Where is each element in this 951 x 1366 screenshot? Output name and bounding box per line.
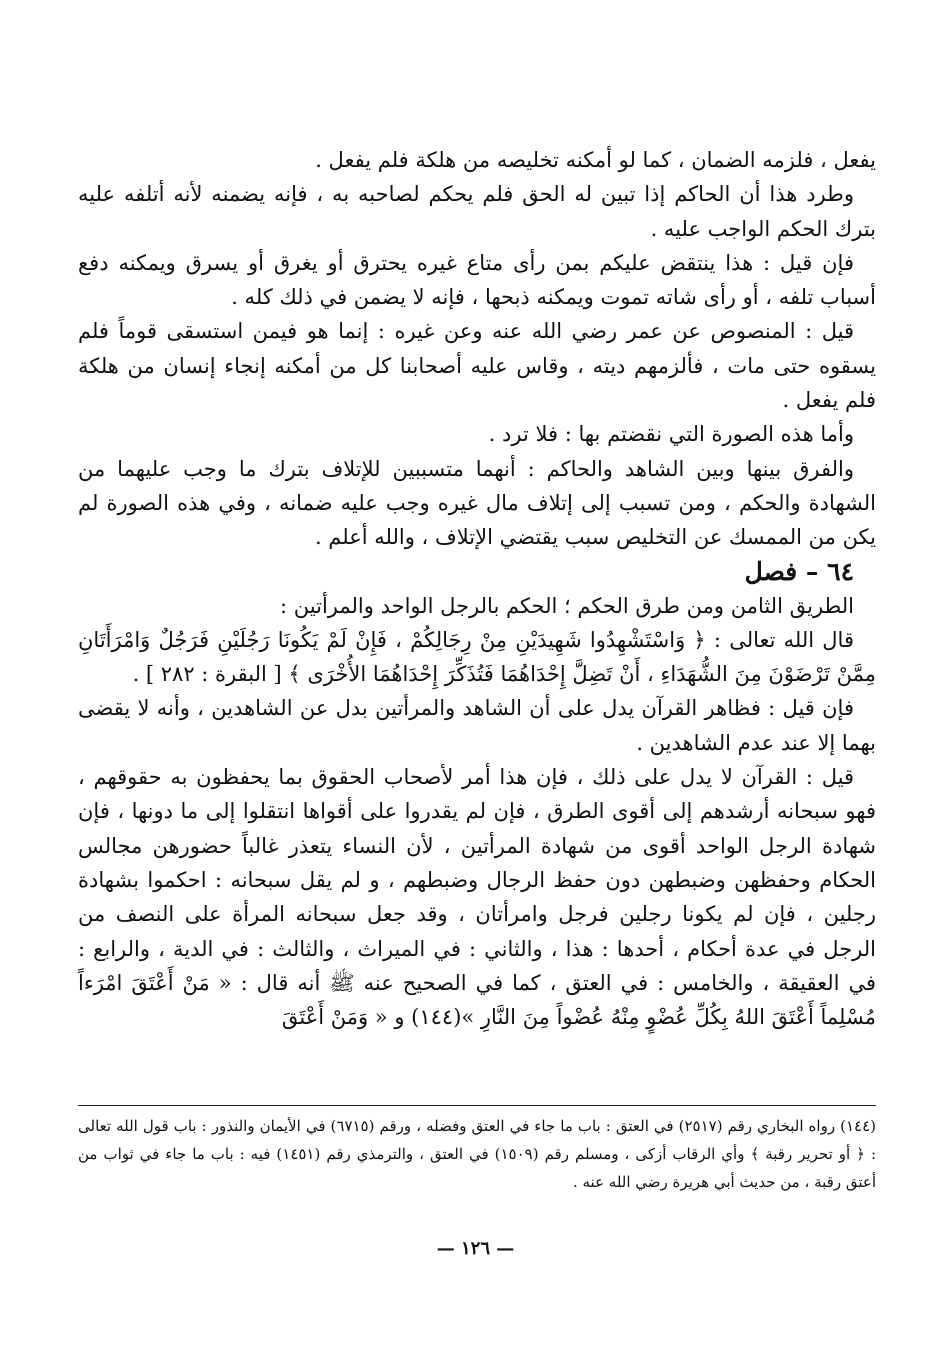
paragraph: وطرد هذا أن الحاكم إذا تبين له الحق فلم يحكم لصاحبه به ، فإنه يضمنه لأنه أتلفه عليه بترك الحكم الواجب عليه . [78, 182, 876, 241]
quran-verse-paragraph: قال الله تعالى : ﴿ وَاسْتَشْهِدُوا شَهِيدَيْنِ مِنْ رِجَالِكُمْ ، فَإِنْ لَمْ يَكُونَا رَجُلَيْنِ فَرَجُلٌ وَامْرَأَتَانِ مِمَّنْ تَرْضَوْنَ مِنَ الشُّهَدَاءِ ، أَنْ تَضِلَّ إِحْدَاهُمَا فَتُذَكِّرَ إِحْدَاهُمَا الأُخْرَى ﴾ [ البقرة : ٢٨٢ ] . [78, 627, 876, 687]
paragraph: فإن قيل : فظاهر القرآن يدل على أن الشاهد والمرأتين بدل عن الشاهدين ، وأنه لا يقضى بهما إلا عند عدم الشاهدين . [78, 696, 876, 755]
paragraph: والفرق بينها وبين الشاهد والحاكم : أنهما متسببين للإتلاف بترك ما وجب عليهما من الشهادة والحكم ، ومن تسبب إلى إتلاف مال غيره وجب عليه ضمانه ، وفي هذه الصورة لم يكن من الممسك عن التخليص سبب يقتضي الإتلاف ، والله أعلم . [78, 456, 876, 550]
paragraph: الطريق الثامن ومن طرق الحكم ؛ الحكم بالرجل الواحد والمرأتين : [280, 593, 854, 618]
page-number: — ١٢٦ — [436, 1238, 515, 1259]
footnote-divider [78, 1105, 876, 1106]
paragraph: وأما هذه الصورة التي نقضتم بها : فلا ترد . [488, 422, 854, 447]
footnotes [78, 1112, 876, 1196]
paragraph: فإن قيل : هذا ينتقض عليكم بمن رأى متاع غيره يحترق أو يغرق أو يسرق ويمكنه دفع أسباب تلفه ، أو رأى شاته تموت ويمكنه ذبحها ، فإنه لا يضمن في ذلك كله . [78, 250, 876, 310]
footnote: (١٤٤) رواه البخاري رقم (٢٥١٧) في العتق : باب ما جاء في العتق وفضله ، ورقم (٦٧١٥) في الأيمان والنذور : باب قول الله تعالى : ﴿ أو تحرير رقبة ﴾ وأي الرقاب أزكى ، ومسلم رقم (١٥٠٩) في العتق ، والترمذي رقم (١٤٥١) فيه : باب ما جاء في ثواب من أعتق رقبة ، من حديث أبي هريرة رضي الله عنه . [78, 1117, 876, 1191]
paragraph: قيل : القرآن لا يدل على ذلك ، فإن هذا أمر لأصحاب الحقوق بما يحفظون به حقوقهم ، فهو سبحانه أرشدهم إلى أقوى الطرق ، فإن لم يقدروا على أقواها انتقلوا إلى ما دونها ، فإن شهادة الرجل الواحد أقوى من شهادة المرأتين ، لأن النساء يتعذر غالباً حضورهن مجالس الحكام وحفظهن وضبطهن دون حفظ الرجال وضبطهم ، و لم يقل سبحانه : احكموا بشهادة رجلين ، فإن لم يكونا رجلين فرجل وامرأتان ، وقد جعل سبحانه المرأة على النصف من الرجل في عدة أحكام ، أحدها : هذا ، والثاني : في الميراث ، والثالث : في الدية ، والرابع : في العقيقة ، والخامس : في العتق ، كما في الصحيح عنه ﷺ أنه قال : « مَنْ أَعْتَقَ امْرَءاً مُسْلِماً أَعْتَقَ اللهُ بِكُلِّ عُضْوٍ مِنْهُ عُضْواً مِنَ النَّارِ »(١٤٤) و « وَمَنْ أَعْتَقَ [78, 765, 876, 1030]
paragraph: قيل : المنصوص عن عمر رضي الله عنه وعن غيره : إنما هو فيمن استسقى قوماً فلم يسقوه حتى مات ، فألزمهم ديته ، وقاس عليه أصحابنا كل من أمكنه إنجاء إنسان من هلكة فلم يفعل . [78, 319, 876, 413]
section-heading: ٦٤ – فصل [744, 556, 854, 586]
main-text [78, 143, 876, 1034]
paragraph: يفعل ، فلزمه الضمان ، كما لو أمكنه تخليصه من هلكة فلم يفعل . [315, 148, 876, 172]
